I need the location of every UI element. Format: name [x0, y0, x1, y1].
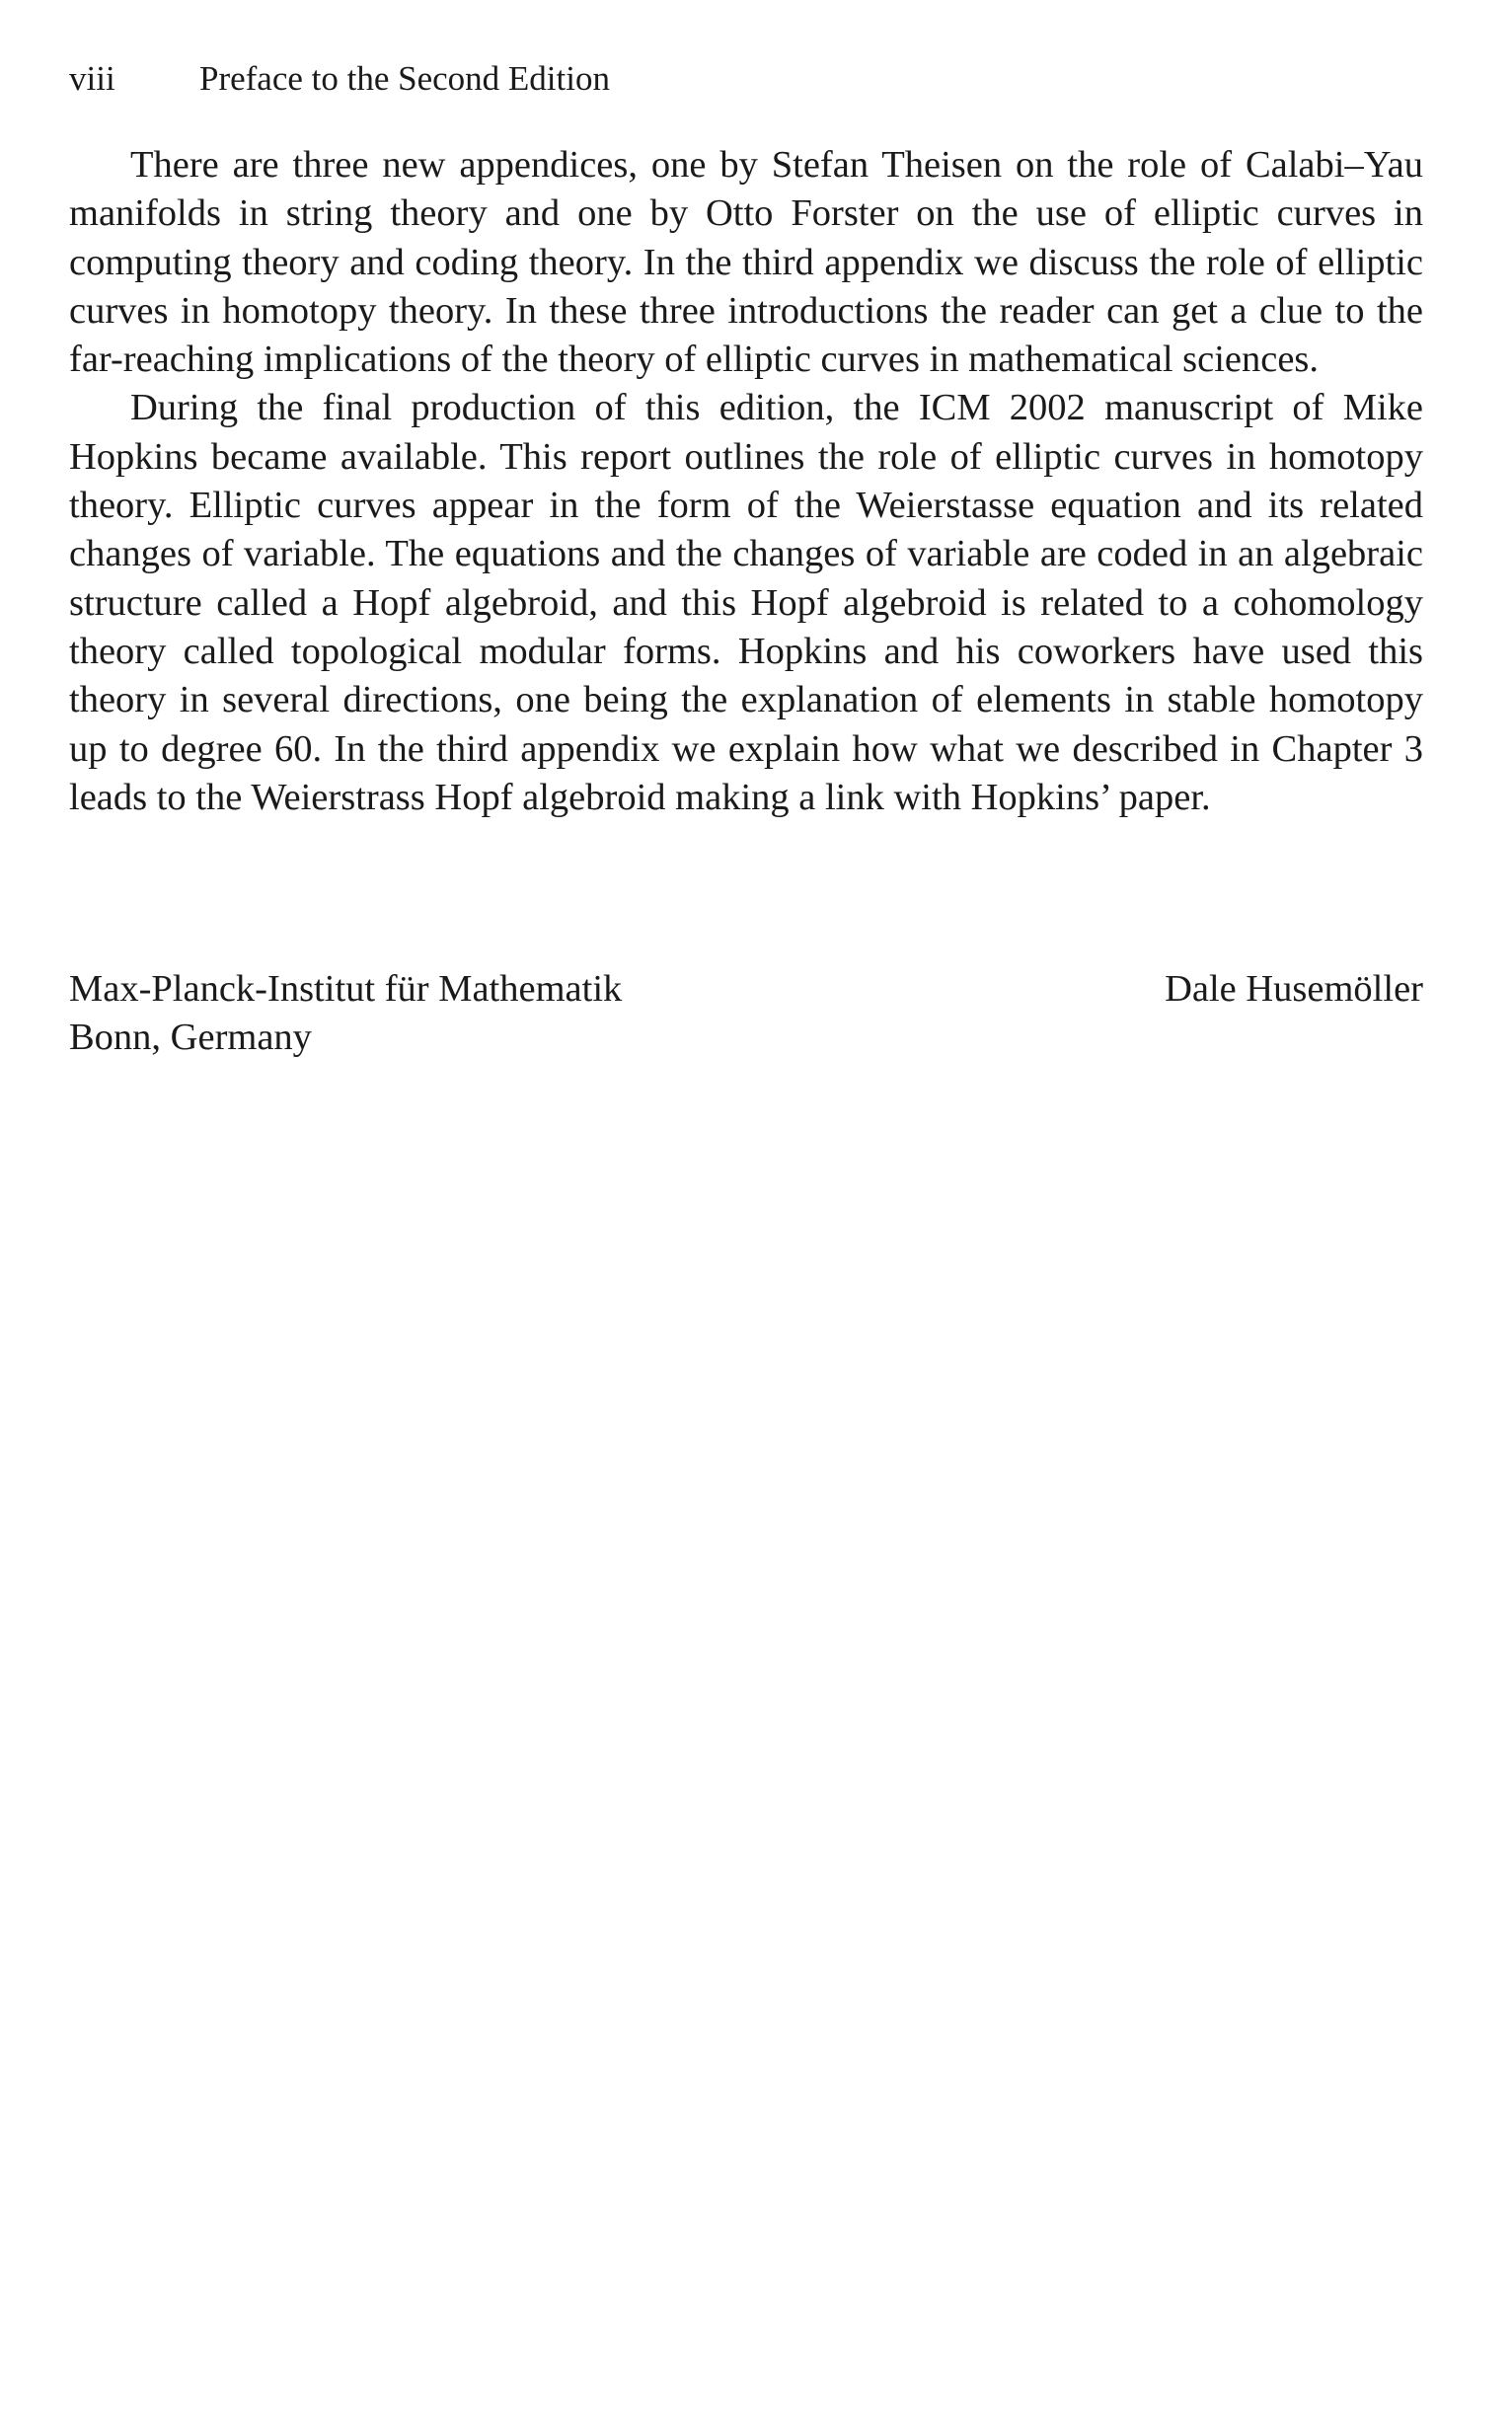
running-header [69, 59, 610, 99]
preface-body [69, 141, 1423, 822]
signature-row [69, 965, 1423, 1014]
author-name: Dale Husemöller [1165, 968, 1423, 1010]
location: Bonn, Germany [69, 1017, 312, 1059]
location-row [69, 1014, 1423, 1062]
paragraph-appendices: There are three new appendices, one by Stefan Theisen on the role of Calabi–Yau manifolds in string theory and one by Otto Forster on the use of elliptic curves in computing theory and coding theory. In the third appendix we discuss the role of elliptic curves in homotopy theory. In these three introductions the reader can get a clue to the far-reaching implications of the theory of elliptic curves in mathematical sciences. [69, 144, 1423, 381]
paragraph-hopkins: During the final production of this edition, the ICM 2002 manuscript of Mike Hopkins became available. This report outlines the role of elliptic curves in homotopy theory. Elliptic curves appear in the form of the Weierstasse equation and its related changes of variable. The equations and the changes of variable are coded in an algebraic structure called a Hopf algebroid, and this Hopf algebroid is related to a cohomology theory called topological modular forms. Hopkins and his coworkers have used this theory in several directions, one being the explanation of elements in stable homotopy up to degree 60. In the third appendix we explain how what we described in Chapter 3 leads to the Weierstrass Hopf algebroid making a link with Hopkins’ paper. [69, 387, 1423, 818]
institution: Max-Planck-Institut für Mathematik [69, 968, 623, 1010]
running-title: Preface to the Second Edition [199, 59, 610, 98]
page-number: viii [69, 59, 115, 98]
signature-block [69, 965, 1423, 1063]
